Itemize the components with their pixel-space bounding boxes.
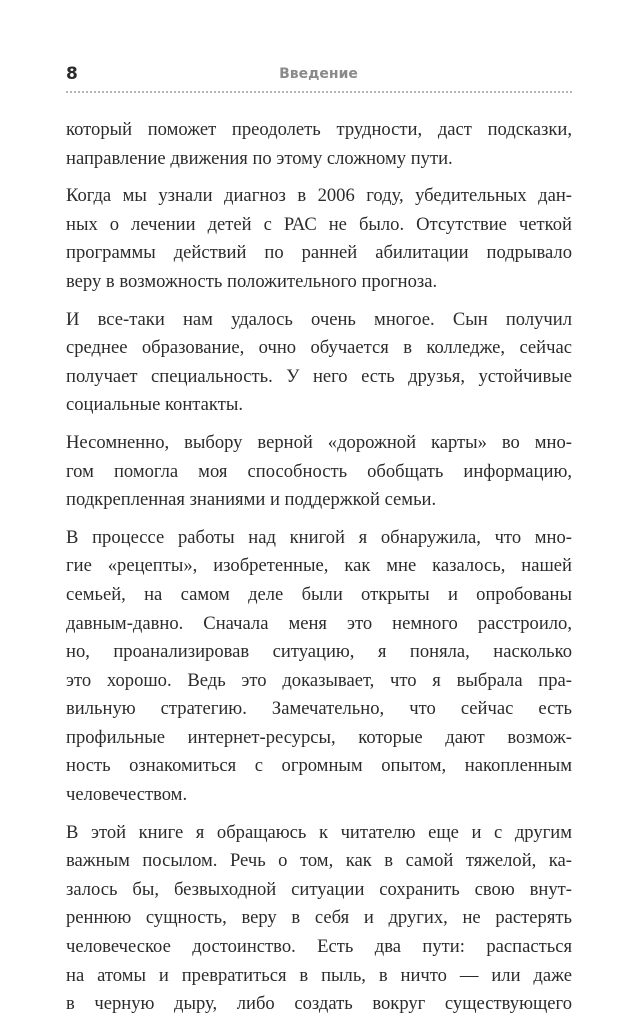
paragraph bbox=[66, 306, 572, 420]
paragraph bbox=[66, 819, 572, 1019]
text-line: В процессе работы над книгой я обнаружила, что мно- bbox=[66, 526, 572, 548]
page-body-text bbox=[66, 116, 572, 1028]
text-line: на атомы и превратиться в пыль, в ничто — или даже bbox=[66, 964, 572, 986]
text-line: И все-таки нам удалось очень многое. Сын получил bbox=[66, 308, 572, 330]
text-line: человечеством. bbox=[66, 784, 188, 806]
text-line: подкрепленная знаниями и поддержкой семьи. bbox=[66, 489, 437, 511]
header-dotted-divider bbox=[66, 91, 572, 93]
page-number: 8 bbox=[66, 64, 78, 84]
text-line: Несомненно, выбору верной «дорожной карты» во мно- bbox=[66, 431, 572, 453]
text-line: человеческое достоинство. Есть два пути: распасться bbox=[66, 936, 572, 958]
text-line: программы действий по ранней абилитации подрывало bbox=[66, 242, 572, 264]
text-line: вильную стратегию. Замечательно, что сейчас есть bbox=[66, 698, 572, 720]
text-line: реннюю сущность, веру в себя и других, не растерять bbox=[66, 907, 572, 929]
text-line: получает специальность. У него есть друзья, устойчивые bbox=[66, 365, 572, 387]
text-line: направление движения по этому сложному пути. bbox=[66, 147, 453, 169]
text-line: В этой книге я обращаюсь к читателю еще и с другим bbox=[66, 821, 572, 843]
text-line: веру в возможность положительного прогноза. bbox=[66, 270, 438, 292]
text-line: среднее образование, очно обучается в колледже, сейчас bbox=[66, 337, 572, 359]
paragraph bbox=[66, 429, 572, 515]
text-line: ных о лечении детей с РАС не было. Отсутствие четкой bbox=[66, 213, 572, 235]
text-line: но, проанализировав ситуацию, я поняла, насколько bbox=[66, 641, 572, 663]
text-line: который поможет преодолеть трудности, даст подсказки, bbox=[66, 119, 572, 140]
text-line: социальные контакты. bbox=[66, 394, 243, 416]
running-header-title: Введение bbox=[279, 66, 358, 82]
text-line: в черную дыру, либо создать вокруг существующего bbox=[66, 993, 572, 1015]
paragraph bbox=[66, 524, 572, 810]
text-line: давным-давно. Сначала меня это немного расстроило, bbox=[66, 612, 572, 634]
paragraph bbox=[66, 182, 572, 296]
text-line: гие «рецепты», изобретенные, как мне казалось, нашей bbox=[66, 555, 572, 577]
text-line: семьей, на самом деле были открыты и опробованы bbox=[66, 583, 572, 605]
text-line: залось бы, безвыходной ситуации сохранить свою внут- bbox=[66, 878, 572, 900]
text-line: профильные интернет-ресурсы, которые дают возмож- bbox=[66, 726, 572, 748]
text-line: гом помогла моя способность обобщать информацию, bbox=[66, 460, 572, 482]
text-line: это хорошо. Ведь это доказывает, что я выбрала пра- bbox=[66, 669, 572, 691]
text-line: ность ознакомиться с огромным опытом, накопленным bbox=[66, 755, 572, 777]
paragraph bbox=[66, 116, 572, 173]
text-line: Когда мы узнали диагноз в 2006 году, убедительных дан- bbox=[66, 185, 572, 207]
text-line: важным посылом. Речь о том, как в самой тяжелой, ка- bbox=[66, 850, 572, 872]
